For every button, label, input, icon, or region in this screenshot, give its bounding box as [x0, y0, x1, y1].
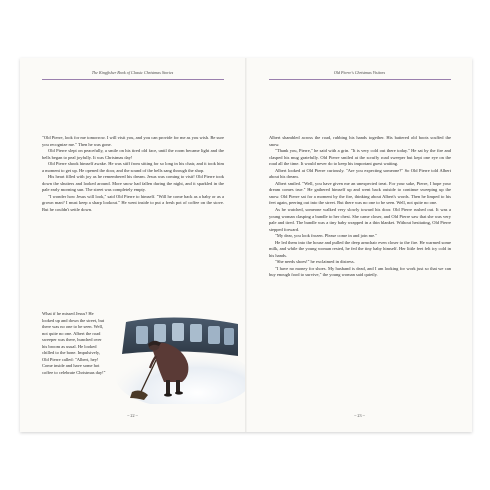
- paragraph: His heart filled with joy as he remembered his dream. Jesus was coming to visit! Old Pierre took down the shutters and looked around. More snow had fallen during the night, and it sparkled in the pale early morning sun. The street was completely empty.: [42, 174, 224, 193]
- paragraph: "I wonder how Jesus will look," said Old Pierre to himself. "Will he come back as a baby or as a grown man? I must keep a sharp lookout." He went inside to put a fresh pot of coffee on the stove. But he couldn't settle down.: [42, 193, 224, 213]
- window: [190, 324, 202, 342]
- paragraph: Albert looked at Old Pierre curiously. "Are you expecting someone?" So Old Pierre told Albert about his dream.: [269, 167, 451, 180]
- right-page-body: [269, 135, 451, 279]
- boot: [175, 391, 183, 394]
- paragraph: He led them into the house and pulled the deep armchair even closer to the fire. He warmed some milk, and while the young woman rested, he fed the tiny baby himself. Her little feet felt icy cold in his hands.: [269, 239, 451, 258]
- book-spread: [20, 58, 472, 432]
- left-page-number: ~ 22 ~: [127, 413, 138, 418]
- leg: [176, 380, 180, 392]
- paragraph: "I have no money for shoes. My husband is dead, and I am looking for work just so that we can buy enough food to survive," the young woman said quietly.: [269, 265, 451, 278]
- paragraph: "Old Pierre, look for me tomorrow. I will visit you, and you can provide for me as you wish. Be sure you recognize me." Then he was gone.: [42, 135, 224, 147]
- paragraph: What if he missed Jesus? He looked up and down the street, but there was no one to be seen. Well, not quite no one. Albert the road sweeper was there, hunched over his broom as usual. He looked chilled to the bone. Impulsively, Old Pierre called: "Albert, hey! Come inside and have some hot coffee to celebrate Christmas day!": [42, 311, 106, 375]
- left-running-header: The Kingfisher Book of Classic Christmas Stories: [91, 70, 174, 75]
- window: [136, 326, 148, 344]
- left-page-body: [42, 135, 224, 311]
- right-header-rule: [269, 79, 451, 80]
- boot: [164, 393, 172, 396]
- right-page-number: ~ 23 ~: [354, 413, 365, 418]
- window: [208, 326, 220, 344]
- left-page: [20, 58, 245, 432]
- window: [224, 328, 234, 345]
- road-sweeper-illustration: [106, 316, 245, 404]
- right-running-header: Old Pierre's Christmas Visitors: [333, 70, 386, 75]
- paragraph: As he watched, someone walked very slowly toward his door. Old Pierre rushed out. It was a young woman clasping a bundle to her chest. She came closer, and Old Pierre saw that she was very pale and tired. The bundle was a tiny baby wrapped in a thin blanket. Without hesitating, Old Pierre stepped forward.: [269, 207, 451, 232]
- paragraph: Albert smiled. "Well, you have given me an unexpected treat. For your sake, Pierre, I hope your dream comes true." He gathered himself up and went back outside to continue sweeping up the snow. Old Pierre sat for a moment by the fire, thinking about Albert's words. Then he limped to his feet again, peering out into the street. But there was no one to be seen. Well, not quite no one.: [269, 180, 451, 206]
- leg: [166, 380, 170, 394]
- left-narrow-column: [42, 311, 106, 376]
- window: [172, 323, 184, 341]
- paragraph: "Thank you, Pierre," he said with a grin. "It is very cold out there today." He sat by the fire and clasped his mug gratefully. Old Pierre smiled at the scruffy road sweeper but kept one eye on the road all the time. It would never do to keep his important guest waiting.: [269, 148, 451, 167]
- paragraph: Albert shambled across the road, rubbing his hands together. His battered old boots scuffed the snow.: [269, 135, 451, 147]
- paragraph: "My dear, you look frozen. Please come in and join me.": [275, 233, 378, 239]
- paragraph: Old Pierre shook himself awake. He was stiff from sitting for so long in his chair, and it took him a moment to get up. He opened the door, and the sound of the bells sang through the shop.: [42, 161, 224, 173]
- paragraph: "She needs shoes!" he exclaimed in distress.: [275, 259, 355, 265]
- window: [154, 324, 166, 342]
- paragraph: Old Pierre slept on peacefully, a smile on his tired old face, until the room became light and the bells began to peal joyfully. It was Christmas day!: [42, 148, 224, 160]
- right-page: [247, 58, 472, 432]
- left-header-rule: [42, 79, 224, 80]
